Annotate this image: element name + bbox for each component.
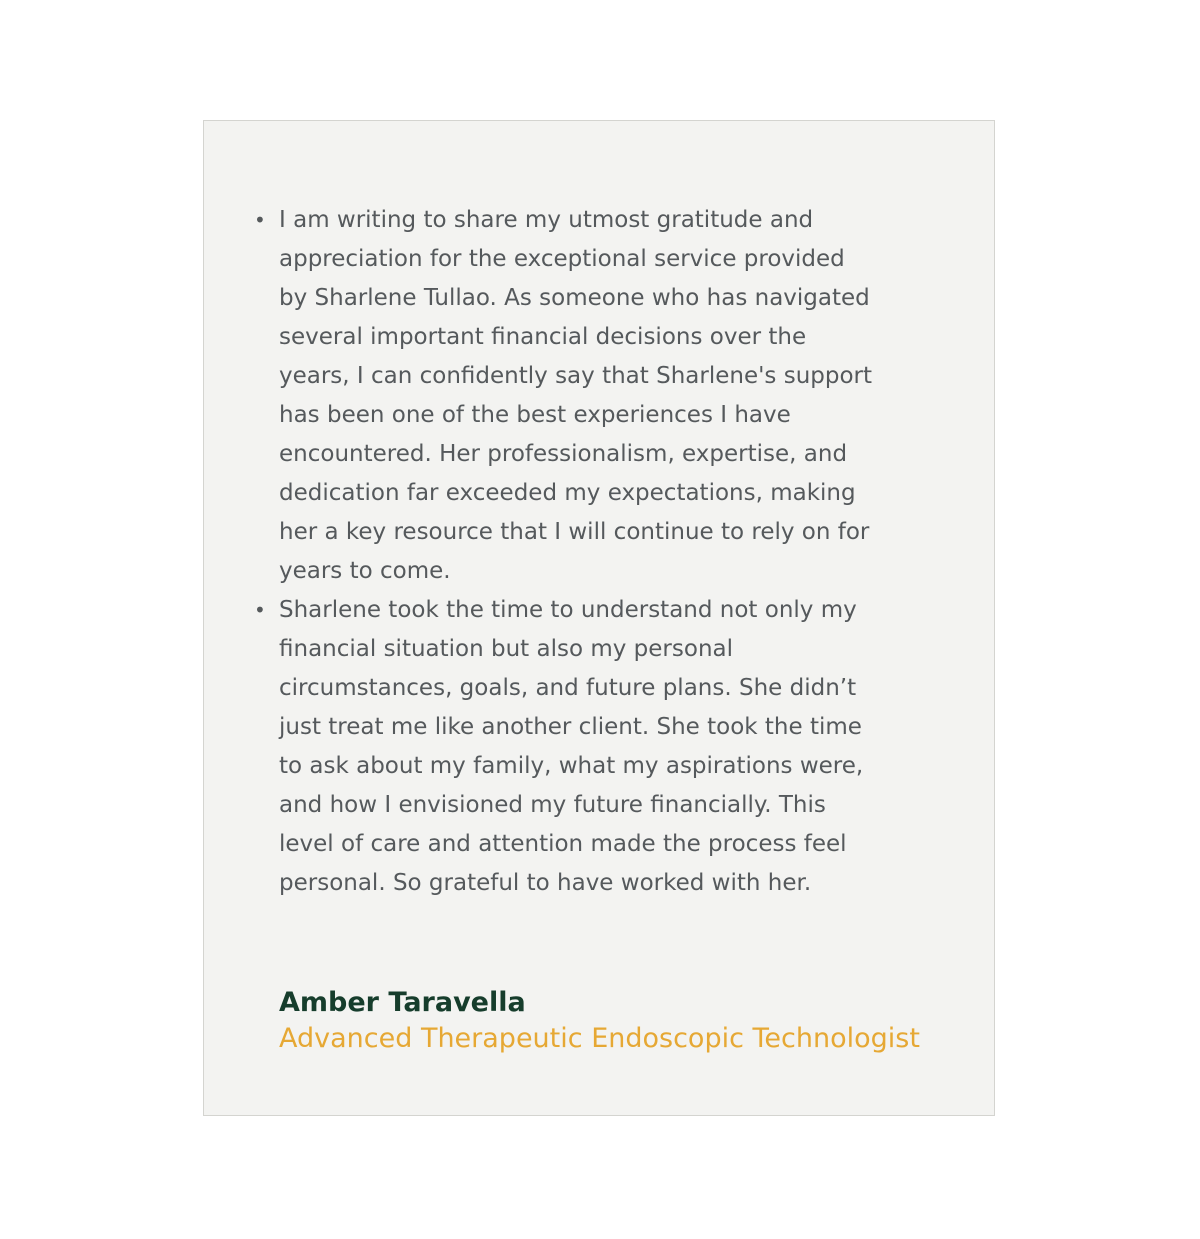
testimonial-card — [203, 120, 995, 1116]
author-block — [279, 985, 979, 1057]
testimonial-paragraph-2: Sharlene took the time to understand not only my financial situation but also my personal circumstances, goals, and future plans. She didn’t just treat me like another client. She took the time to ask about my family, what my aspirations were, and how I envisioned my future financially. This level of care and attention made the process feel personal. So grateful to have worked with her. — [279, 597, 864, 896]
testimonial-paragraph-1: I am writing to share my utmost gratitude and appreciation for the exceptional service provided by Sharlene Tullao. As someone who has navigated several important financial decisions over the years, I can confidently say that Sharlene's support has been one of the best experiences I have encountered. Her professionalism, expertise, and dedication far exceeded my expectations, making her a key resource that I will continue to rely on for years to come. — [279, 207, 873, 584]
author-name: Amber Taravella — [279, 987, 526, 1018]
bullet-icon: • — [254, 208, 266, 232]
author-title: Advanced Therapeutic Endoscopic Technologist — [279, 1023, 920, 1054]
list-item — [254, 591, 879, 903]
list-item — [254, 201, 879, 591]
bullet-icon: • — [254, 598, 266, 622]
testimonial-list — [254, 201, 879, 903]
